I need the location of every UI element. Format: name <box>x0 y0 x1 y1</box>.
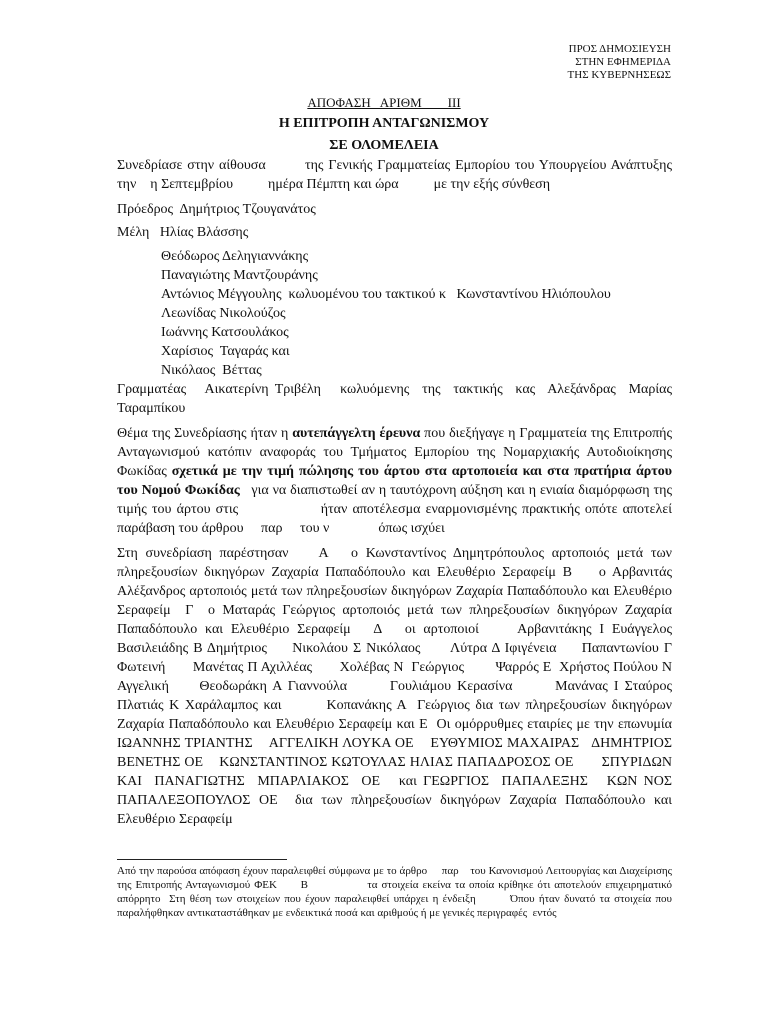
session-intro: Συνεδρίασε στην αίθουσα της Γενικής Γραμματείας Εμπορίου του Υπουργείου Ανάπτυξης την η Σεπτεμβρίου ημέρα Πέμπτη και ώρα με την εξής σύνθεση <box>117 158 676 192</box>
decision-number: ΑΠΟΦΑΣΗ ΑΡΙΘΜ ΙΙΙ <box>307 95 461 110</box>
decision-body <box>117 156 697 829</box>
subject-topic: σχετικά με την τιμή πώλησης του άρτου στα αρτοποιεία και στα πρατήρια άρτου του Νομού Φωκίδας <box>117 464 676 498</box>
member-item: Ιωάννης Κατσουλάκος <box>161 325 289 340</box>
footnote: Από την παρούσα απόφαση έχουν παραλειφθεί σύμφωνα με το άρθρο παρ του Κανονισμού Λειτουργίας και Διαχείρισης της Επιτροπής Ανταγωνισμού ΦΕΚ Β τα στοιχεία εκείνα τα οποία κρίθηκε ότι αποτελούν επιχειρηματικό απόρρητο Στη θέση των στοιχείων που έχουν παραλειφθεί υπάρχει η ένδειξη Όπου ήταν δυνατό τα στοιχεία που παραλήφθηκαν αντικαταστάθηκαν με ενδεικτικά ποσά και αριθμούς ή με γενικές περιγραφές εντός <box>117 865 675 919</box>
member-item: Αντώνιος Μέγγουλης κωλυομένου του τακτικού κ Κωνσταντίνου Ηλιόπουλου <box>161 287 611 302</box>
publication-note-line-3: ΤΗΣ ΚΥΒΕΡΝΗΣΕΩΣ <box>567 69 671 81</box>
attendance-paragraph: Στη συνεδρίαση παρέστησαν Α ο Κωνσταντίνος Δημητρόπουλος αρτοποιός μετά των πληρεξουσίων δικηγόρων Ζαχαρία Παπαδόπουλο και Ελευθέριο Σεραφείμ Β ο Αρβανιτάς Αλέξανδρος αρτοποιός μετά των πληρεξουσίων δικηγόρων Ζαχαρία Παπαδόπουλο και Ελευθέριο Σεραφείμ Γ ο Ματαράς Γεώργιος αρτοποιός μετά των πληρεξουσίων δικηγόρων Ζαχαρία Παπαδόπουλο και Ελευθέριο Σεραφείμ Δ οι αρτοποιοί Αρβανιτάκης Ι Ευάγγελος Βασιλειάδης Β Δημήτριος Νικολάου Σ Νικόλαος Λύτρα Δ Ιφιγένεια Παπαντωνίου Γ Φωτεινή Μανέτας Π Αχιλλέας Χολέβας Ν Γεώργιος Ψαρρός Ε Χρήστος Πούλου Ν Αγγελική Θεοδωράκη Α Γιαννούλα Γουλιάμου Κερασίνα Μανάνας Ι Σταύρος Πλατιάς Κ Χαράλαμπος και Κοπανάκης Α Γεώργιος δια των πληρεξουσίων δικηγόρων Ζαχαρία Παπαδόπουλο και Ελευθέριο Σεραφείμ και Ε Οι ομόρρυθμες εταιρίες με την επωνυμία ΙΩΑΝΝΗΣ ΤΡΙΑΝΤΗΣ ΑΓΓΕΛΙΚΗ ΛΟΥΚΑ ΟΕ ΕΥΘΥΜΙΟΣ ΜΑΧΑΙΡΑΣ ΔΗΜΗΤΡΙΟΣ ΒΕΝΕΤΗΣ ΟΕ ΚΩΝΣΤΑΝΤΙΝΟΣ ΚΩΤΟΥΛΑΣ ΗΛΙΑΣ ΠΑΠΑΔΡΟΣΟΣ ΟΕ ΣΠΥΡΙΔΩΝ ΚΑΙ ΠΑΝΑΓΙΩΤΗΣ ΜΠΑΡΛΙΑΚΟΣ ΟΕ και ΓΕΩΡΓΙΟΣ ΠΑΠΑΛΕΞΗΣ ΚΩΝ ΝΟΣ ΠΑΠΑΛΕΞΟΠΟΥΛΟΣ ΟΕ δια των πληρεξουσίων δικηγόρων Ζαχαρία Παπαδόπουλο και Ελευθέριο Σεραφείμ <box>117 546 697 827</box>
member-item: Θεόδωρος Δεληγιαννάκης <box>161 249 309 264</box>
publication-note-line-2: ΣΤΗΝ ΕΦΗΜΕΡΙΔΑ <box>575 56 671 68</box>
plenary-title: ΣΕ ΟΛΟΜΕΛΕΙΑ <box>329 138 439 153</box>
publication-note-line-1: ΠΡΟΣ ΔΗΜΟΣΙΕΥΣΗ <box>568 43 671 55</box>
publication-note <box>568 43 671 82</box>
footnote-separator <box>117 859 287 860</box>
decision-heading <box>0 94 768 154</box>
member-item: Λεωνίδας Νικολούζος <box>161 306 286 321</box>
members-list <box>117 223 672 380</box>
member-item: Νικόλαος Βέττας <box>161 363 262 378</box>
president-line: Πρόεδρος Δημήτριος Τζουγανάτος <box>117 202 316 217</box>
committee-title: Η ΕΠΙΤΡΟΠΗ ΑΝΤΑΓΩΝΙΣΜΟΥ <box>278 116 490 131</box>
subject-emphasis: αυτεπάγγελτη έρευνα <box>292 426 421 441</box>
member-item: Χαρίσιος Ταγαράς και <box>161 344 290 359</box>
subject-paragraph: Θέμα της Συνεδρίασης ήταν η αυτεπάγγελτη έρευνα που διεξήγαγε η Γραμματεία της Επιτροπής Ανταγωνισμού κατόπιν αναφοράς του Τμήματος Εμπορίου της Νομαρχιακής Αυτοδιοίκησης Φωκίδας σχετικά με την τιμή πώλησης του άρτου στα αρτοποιεία και στα πρατήρια άρτου του Νομού Φωκίδας για να διαπιστωθεί αν η ταυτόχρονη αύξηση και η ενιαία διαμόρφωση της τιμής του άρτου στις ήταν αποτέλεσμα εναρμονισμένης πρακτικής οπότε αποτελεί παράβαση του άρθρου παρ του ν όπως ισχύει <box>117 426 676 536</box>
member-item: Παναγιώτης Μαντζουράνης <box>161 268 318 283</box>
secretary-line: Γραμματέας Αικατερίνη Τριβέλη κωλυόμενης της τακτικής κας Αλεξάνδρας Μαρίας Ταραμπίκου <box>117 382 676 416</box>
members-label: Μέλη Ηλίας Βλάσσης <box>117 225 249 240</box>
